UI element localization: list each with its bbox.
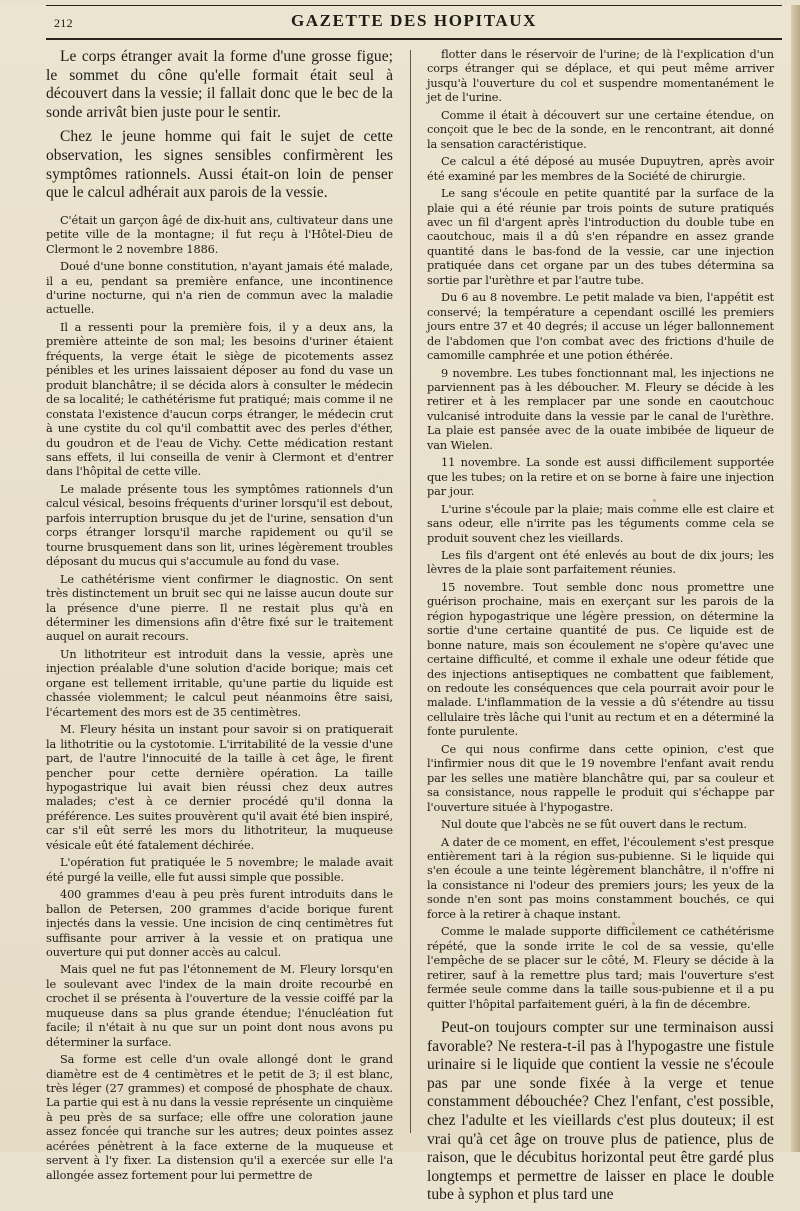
left-paragraph-2: Chez le jeune homme qui fait le sujet de cette observation, les signes sensibles confirmèrent les symptômes rationnels. Aussi était-on loin de penser que le calcul adhérait aux parois de la vessie. [46,128,393,202]
right-paragraph-14: Comme le malade supporte difficilement ce cathétérisme répété, que la sonde irrite le col de sa vessie, qu'elle l'empêche de se placer sur le côté, M. Fleury se décide à la retirer, sauf à la remettre plus tard; mais l'ouverture s'est fermée seule comme dans la taille sous-pubienne et il a pu quitter l'hôpital parfaitement guéri, à la fin de décembre. [427,925,774,1011]
left-paragraph-10: L'opération fut pratiquée le 5 novembre; le malade avait été purgé la veille, elle fut aussi simple que possible. [46,856,393,884]
right-paragraph-11: Ce qui nous confirme dans cette opinion, c'est que l'infirmier nous dit que le 19 novembre l'enfant avait rendu par les selles une matière blanchâtre qui, par sa couleur et sa consistance, nous rappelle le produit qui s'échappe par l'ouverture située à l'hypogastre. [427,742,774,814]
right-paragraph-5: Du 6 au 8 novembre. Le petit malade va bien, l'appétit est conservé; la température a cependant oscillé les premiers jours entre 37 et 40 degrés; il accuse un léger ballonnement de l'abdomen que l'on combat avec des frictions d'huile de camomille camphrée et une potion éthérée. [427,291,774,363]
left-paragraph-7: Le cathétérisme vient confirmer le diagnostic. On sent très distinctement un bruit sec qui ne laisse aucun doute sur la présence d'une pierre. Il ne restait plus qu'à en déterminer les dimensions afin d'être fixé sur le traitement auquel on aurait recours. [46,572,393,644]
right-paragraph-10: 15 novembre. Tout semble donc nous promettre une guérison prochaine, mais en exerçant sur les parois de la région hypogastrique une légère pression, on détermine la sortie d'une certaine quantité de pus. Ce liquide est de bonne nature, mais son écoulement ne s'opère qu'avec une certaine difficulté, et comme il exhale une odeur fétide que des injections antiseptiques ne combattent que faiblement, on redoute les conséquences que cela pourrait avoir pour le malade. L'inflammation de la vessie a dû s'étendre au tissu cellulaire très lâche qui l'unit au rectum et en a déterminé la fonte purulente. [427,580,774,739]
left-paragraph-8: Un lithotriteur est introduit dans la vessie, après une injection préalable d'une solution d'acide borique; mais cet organe est tellement irritable, qu'une partie du liquide est chassée violemment; le calcul peut néanmoins être saisi, l'écartement des mors est de 35 centimètres. [46,647,393,719]
left-paragraph-6: Le malade présente tous les symptômes rationnels d'un calcul vésical, besoins fréquents d'uriner lorsqu'il est debout, parfois interruption brusque du jet de l'urine, sensation d'un corps étranger lorsqu'il marche rapidement ou qu'il se tourne brusquement dans son lit, urines légèrement troubles déposant du mucus qui s'accumule au fond du vase. [46,482,393,569]
right-paragraph-12: Nul doute que l'abcès ne se fût ouvert dans le rectum. [441,818,747,832]
right-paragraph-2: Comme il était à découvert sur une certaine étendue, on conçoit que le bec de la sonde, en le rencontrant, ait donné la sensation caractéristique. [427,108,774,151]
page-number: 212 [54,16,73,30]
running-title: GAZETTE DES HOPITAUX [290,11,538,30]
left-paragraph-12: Mais quel ne fut pas l'étonnement de M. Fleury lorsqu'en le soulevant avec l'index de la main droite recourbé en crochet il se présenta à l'ouverture de la vessie coiffé par la muqueuse dans sa plus grande étendue; l'énucléation fut facile; il n'était à nu que sur un point dont nous avons pu déterminer la surface. [46,963,393,1049]
ink-speck [632,922,635,925]
right-paragraph-9: Les fils d'argent ont été enlevés au bout de dix jours; les lèvres de la plaie sont parfaitement réunies. [427,548,774,577]
right-paragraph-1: flotter dans le réservoir de l'urine; de là l'explication d'un corps étranger qui se déplace, et qui peut même arriver jusqu'à l'ouverture du col et suspendre momentanément le jet de l'urine. [427,48,774,105]
left-paragraph-1: Le corps étranger avait la forme d'une grosse figue; le sommet du cône qu'elle formait était seul à découvert dans la vessie; il fallait donc que le bec de la sonde arrivât bien juste pour le sentir. [46,48,393,121]
right-paragraph-15: Peut-on toujours compter sur une terminaison aussi favorable? Ne restera-t-il pas à l'hypogastre une fistule urinaire si le liquide que contient la vessie ne s'écoule pas par une sonde fixée à la verge et tenue constamment débouchée? Chez l'enfant, c'est possible, chez l'adulte et les vieillards c'est plus douteux; il est vrai qu'à cet âge on trouve plus de patience, plus de raison, que le décubitus horizontal peut être gardé plus longtemps et permettre de laisser en place le double tube à syphon et plus tard une [427,1019,774,1204]
left-paragraph-13: Sa forme est celle d'un ovale allongé dont le grand diamètre est de 4 centimètres et le petit de 3; il est blanc, très léger (27 grammes) et composé de phosphate de chaux. La partie qui est à nu dans la vessie représente un cinquième à peu près de sa surface; elle offre une coloration jaune assez foncée qui tranche sur les autres; deux pointes assez acérées pénètrent à la face externe de la muqueuse et servent à l'y fixer. La distension qu'il a exercée sur elle l'a allongée assez fortement pour lui permettre de [46,1053,393,1182]
right-paragraph-4: Le sang s'écoule en petite quantité par la surface de la plaie qui a été réunie par trois points de suture pratiqués avec un fil d'argent après l'introduction du double tube en caoutchouc, mais il a dû s'en répandre en assez grande quantité dans le bas-fond de la vessie, car une injection pratiquée dans cet organe par un des tubes détermina sa sortie par l'urèthre et par l'autre tube. [427,187,774,287]
right-paragraph-8: L'urine s'écoule par la plaie; mais comme elle est claire et sans odeur, elle n'irrite pas les téguments comme cela se produit souvent chez les vieillards. [427,502,774,545]
page-header [46,5,782,40]
right-paragraph-6: 9 novembre. Les tubes fonctionnant mal, les injections ne parviennent pas à les déboucher. M. Fleury se décide à les retirer et à les remplacer par une sonde en caoutchouc vulcanisé introduite dans la vessie par le canal de l'urèthre. La plaie est pansée avec de la ouate imbibée de liqueur de van Wielen. [427,366,774,452]
left-paragraph-5: Il a ressenti pour la première fois, il y a deux ans, la première atteinte de son mal; les besoins d'uriner étaient fréquents, la verge était le siège de picotements assez pénibles et les urines laissaient déposer au fond du vase un produit blanchâtre; il se décida alors à consulter le médecin de sa localité; le cathétérisme fut pratiqué; mais comme il ne constata l'existence d'aucun corps étranger, le médecin crut à une cystite du col qu'il combattit avec des perles d'éther, du goudron et de l'eau de Vichy. Cette médication restant sans effets, il lui conseilla de venir à Clermont et d'entrer dans l'hôpital de cette ville. [46,320,393,479]
left-paragraph-11: 400 grammes d'eau à peu près furent introduits dans le ballon de Petersen, 200 grammes d'acide borique furent injectés dans la vessie. Une incision de cinq centimètres fut suffisante pour arriver à la vessie et on pratiqua une ouverture qui put donner accès au calcul. [46,888,393,959]
right-paragraph-3: Ce calcul a été déposé au musée Dupuytren, après avoir été examiné par les membres de la Société de chirurgie. [427,155,774,183]
article-columns [46,48,782,1204]
left-column [46,48,393,1211]
right-paragraph-13: A dater de ce moment, en effet, l'écoulement s'est presque entièrement tari à la région sus-pubienne. Si le liquide qui s'en écoule a une teinte légèrement blanchâtre, il n'offre ni la consistance ni l'odeur des premiers jours; les yeux de la sonde n'en sont pas moins constamment bouchés, ce qui force à la retirer à chaque instant. [427,835,774,921]
right-column [427,48,774,1211]
right-paragraph-7: 11 novembre. La sonde est aussi difficilement supportée que les tubes; on la retire et on se borne à faire une injection par jour. [427,456,774,499]
left-paragraph-9: M. Fleury hésita un instant pour savoir si on pratiquerait la lithotritie ou la cystotomie. L'irritabilité de la vessie d'une part, de l'autre l'innocuité de la taille à cet âge, le firent pencher pour cette dernière opération. La taille hypogastrique lui avait bien réussi chez deux autres malades; c'est à ce dernier procédé qu'il donna la préférence. Les suites prouvèrent qu'il avait été bien inspiré, car s'il eût serré les mors du lithotriteur, la muqueuse vésicale eût été fatalement déchirée. [46,723,393,852]
ink-speck [653,499,656,502]
left-paragraph-3: C'était un garçon âgé de dix-huit ans, cultivateur dans une petite ville de la montagne; il fut reçu à l'Hôtel-Dieu de Clermont le 2 novembre 1886. [46,213,393,256]
header-double-rule [46,5,782,6]
newspaper-page [0,5,800,1204]
left-paragraph-4: Doué d'une bonne constitution, n'ayant jamais été malade, il a eu, pendant sa première enfance, une incontinence d'urine nocturne, qui n'a rien de commun avec la maladie actuelle. [46,260,393,317]
